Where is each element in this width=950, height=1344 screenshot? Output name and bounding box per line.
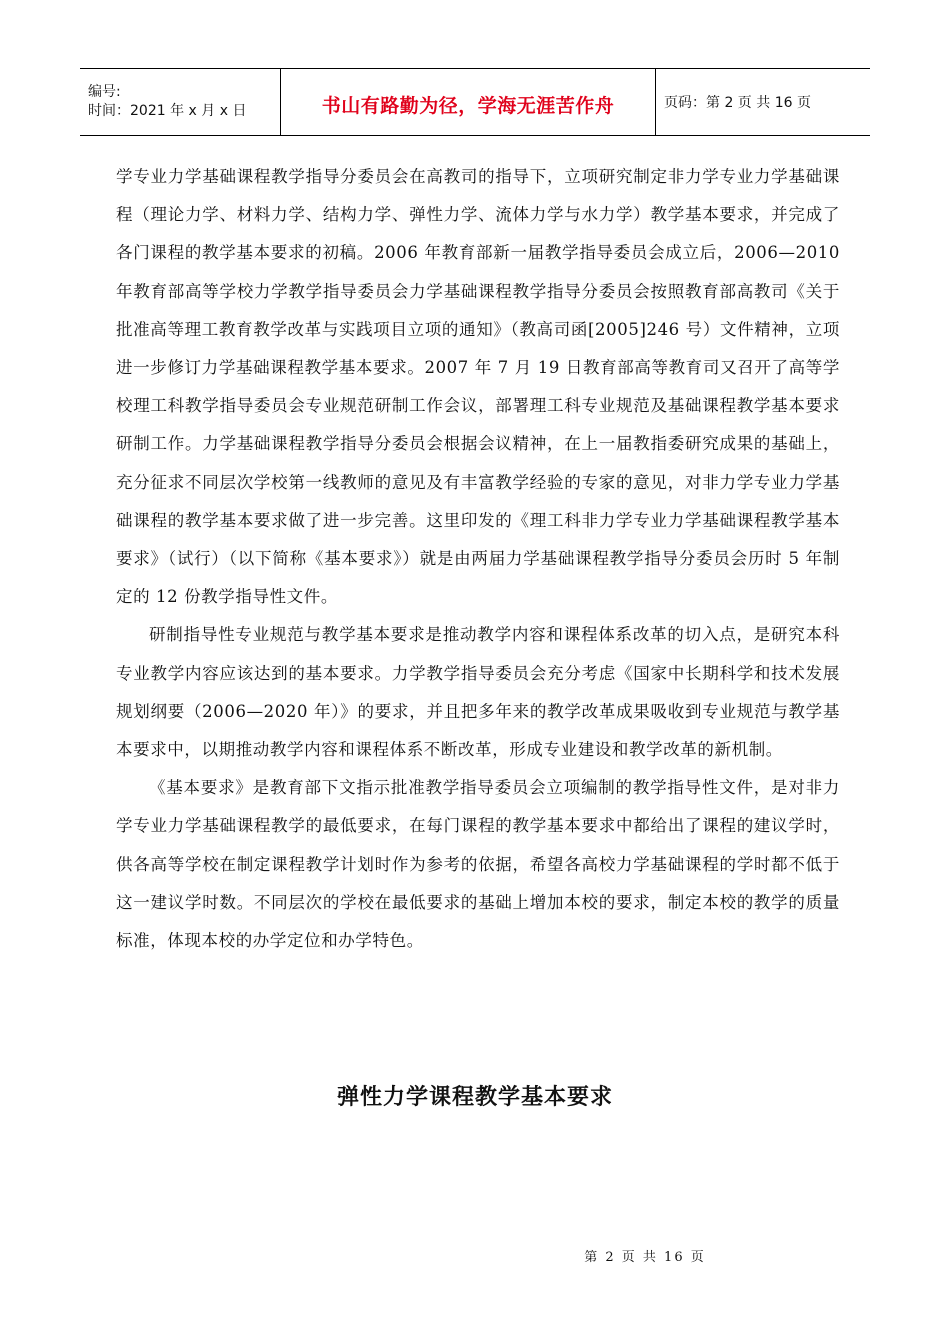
document-number-label: 编号: <box>88 84 121 100</box>
document-date: 时间：2021 年 x 月 x 日 <box>88 103 247 119</box>
body-paragraph: 《基本要求》是教育部下文指示批准教学指导委员会立项编制的教学指导性文件，是对非力学专业力学基础课程教学的最低要求，在每门课程的教学基本要求中都给出了课程的建议学时，供各高等学校在制定课程教学计划时作为参考的依据，希望各高校力学基础课程的学时都不低于这一建议学时数。不同层次的学校在最低要求的基础上增加本校的要求，制定本校的教学的质量标准，体现本校的办学定位和办学特色。 <box>116 778 840 951</box>
header-page-info: 页码：第 2 页 共 16 页 <box>664 95 811 111</box>
page-footer: 第 2 页 共 16 页 <box>584 1250 706 1265</box>
page-header <box>80 68 870 136</box>
section-title: 弹性力学课程教学基本要求 <box>336 1085 613 1110</box>
header-motto-cell <box>281 69 656 135</box>
document-body <box>116 158 840 960</box>
body-paragraph: 学专业力学基础课程教学指导分委员会在高教司的指导下，立项研究制定非力学专业力学基础课程（理论力学、材料力学、结构力学、弹性力学、流体力学与水力学）教学基本要求，并完成了各门课程的教学基本要求的初稿。2006 年教育部新一届教学指导委员会成立后，2006—2010 年教育部高等学校力学教学指导委员会力学基础课程教学指导分委员会按照教育部高教司《关于批准高等理工教育教学改革与实践项目立项的通知》（教高司函[2005]246 号）文件精神，立项进一步修订力学基础课程教学基本要求。2007 年 7 月 19 日教育部高等教育司又召开了高等学校理工科教学指导委员会专业规范研制工作会议，部署理工科专业规范及基础课程教学基本要求研制工作。力学基础课程教学指导分委员会根据会议精神，在上一届教指委研究成果的基础上，充分征求不同层次学校第一线教师的意见及有丰富教学经验的专家的意见，对非力学专业力学基础课程的教学基本要求做了进一步完善。这里印发的《理工科非力学专业力学基础课程教学基本要求》（试行）（以下简称《基本要求》）就是由两届力学基础课程教学指导分委员会历时 5 年制定的 12 份教学指导性文件。 <box>116 167 840 607</box>
body-paragraph: 研制指导性专业规范与教学基本要求是推动教学内容和课程体系改革的切入点，是研究本科专业教学内容应该达到的基本要求。力学教学指导委员会充分考虑《国家中长期科学和技术发展规划纲要（2006—2020 年）》的要求，并且把多年来的教学改革成果吸收到专业规范与教学基本要求中，以期推动教学内容和课程体系不断改革，形成专业建设和教学改革的新机制。 <box>116 625 840 760</box>
header-page-info-cell <box>656 69 870 135</box>
header-motto: 书山有路勤为径，学海无涯苦作舟 <box>321 94 615 117</box>
header-meta <box>80 69 281 135</box>
